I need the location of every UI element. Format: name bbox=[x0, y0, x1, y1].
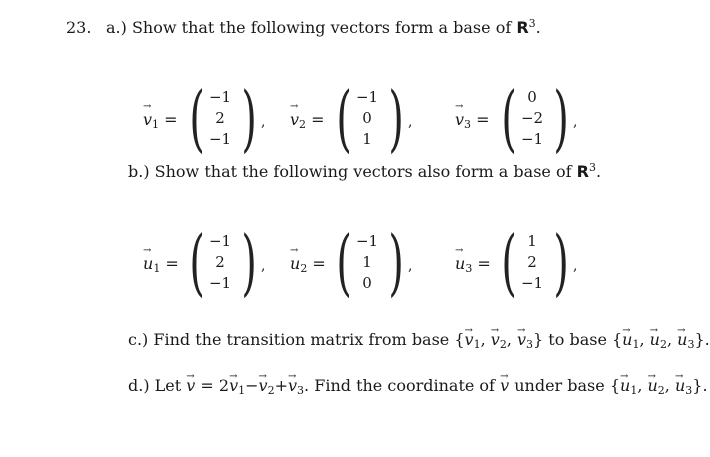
number-label: 23. bbox=[66, 18, 92, 37]
part-b-statement bbox=[128, 162, 601, 182]
v-vector-label: → $v_2$ = bbox=[290, 110, 325, 129]
vector-entry: 1 bbox=[362, 253, 372, 271]
part-d-text2: . Find the coordinate of bbox=[304, 376, 495, 395]
comma: , bbox=[261, 258, 266, 274]
vector-entry: 0 bbox=[527, 88, 537, 106]
comma: , bbox=[261, 114, 266, 130]
plus-sign: + bbox=[274, 376, 288, 395]
part-c-mid: } to base { bbox=[533, 330, 623, 349]
part-b-text: b.) Show that the following vectors also form a base of bbox=[128, 162, 572, 181]
real-space-symbol-b: $R^3$ bbox=[576, 161, 596, 181]
vector-entry: 0 bbox=[362, 109, 372, 127]
u-vector-label: → $u_2$ = bbox=[290, 254, 326, 273]
right-paren: ) bbox=[388, 76, 404, 160]
u-vectors-row bbox=[0, 220, 700, 304]
right-paren: ) bbox=[241, 220, 257, 304]
v-vector-entries bbox=[352, 87, 382, 150]
comma: , bbox=[408, 258, 413, 274]
left-paren: ( bbox=[336, 76, 352, 160]
part-c-statement: c.) Find the transition matrix from base {→ $v_1$, → $v_2$, → $v_3$} to base {→ $u_1$, → $u_2$, → $u_3$}. bbox=[128, 330, 710, 350]
vector-entry: 0 bbox=[362, 274, 372, 292]
real-space-symbol: $R^3$ bbox=[516, 17, 536, 37]
minus-sign: − bbox=[245, 376, 259, 395]
u-vector-entries bbox=[205, 231, 235, 294]
part-d-statement: d.) Let → $v = 2\to v_1-\to v_2+\to v_3$. Find the coordinate of → v under base {→ $u_1$, → $u_2$, → $u_3$}. bbox=[128, 376, 708, 396]
u-vector-label: → $u_1$ = bbox=[143, 254, 179, 273]
part-d-eq: = 2 bbox=[200, 376, 230, 395]
vector-entry: −1 bbox=[355, 232, 379, 250]
part-a-text: a.) Show that the following vectors form a base of bbox=[106, 18, 512, 37]
vector-entry: 1 bbox=[362, 130, 372, 148]
u-vector-label: → $u_3$ = bbox=[455, 254, 491, 273]
part-c-end: }. bbox=[694, 330, 710, 349]
left-paren: ( bbox=[336, 220, 352, 304]
part-d-text3: under base { bbox=[514, 376, 620, 395]
vector-entry: 2 bbox=[215, 109, 225, 127]
v-vector-entries bbox=[517, 87, 547, 150]
right-paren: ) bbox=[241, 76, 257, 160]
vector-entry: −1 bbox=[355, 88, 379, 106]
vector-entry: −1 bbox=[520, 130, 544, 148]
part-a-statement bbox=[106, 18, 541, 38]
vector-entry: −2 bbox=[520, 109, 544, 127]
right-paren: ) bbox=[553, 220, 569, 304]
vector-entry: 2 bbox=[527, 253, 537, 271]
comma: , bbox=[573, 258, 578, 274]
vector-entry: 2 bbox=[215, 253, 225, 271]
comma: , bbox=[408, 114, 413, 130]
v-vector-label: → $v_1$ = bbox=[143, 110, 178, 129]
u-vector-entries bbox=[517, 231, 547, 294]
right-paren: ) bbox=[388, 220, 404, 304]
problem-number bbox=[66, 18, 91, 38]
part-c-text: c.) Find the transition matrix from base { bbox=[128, 330, 465, 349]
vector-entry: −1 bbox=[208, 274, 232, 292]
period: . bbox=[535, 18, 541, 37]
comma: , bbox=[573, 114, 578, 130]
period-b: . bbox=[595, 162, 602, 181]
part-d-end: }. bbox=[692, 376, 708, 395]
v-vector-entries bbox=[205, 87, 235, 150]
right-paren: ) bbox=[553, 76, 569, 160]
vector-entry: −1 bbox=[208, 232, 232, 250]
v-vector-label: → $v_3$ = bbox=[455, 110, 490, 129]
v-vectors-row bbox=[0, 76, 700, 160]
vector-entry: −1 bbox=[208, 88, 232, 106]
left-paren: ( bbox=[501, 220, 517, 304]
vector-entry: 1 bbox=[527, 232, 537, 250]
part-d-text: d.) Let bbox=[128, 376, 182, 395]
u-vector-entries bbox=[352, 231, 382, 294]
left-paren: ( bbox=[189, 76, 205, 160]
vector-entry: −1 bbox=[208, 130, 232, 148]
vector-entry: −1 bbox=[520, 274, 544, 292]
left-paren: ( bbox=[501, 76, 517, 160]
left-paren: ( bbox=[189, 220, 205, 304]
